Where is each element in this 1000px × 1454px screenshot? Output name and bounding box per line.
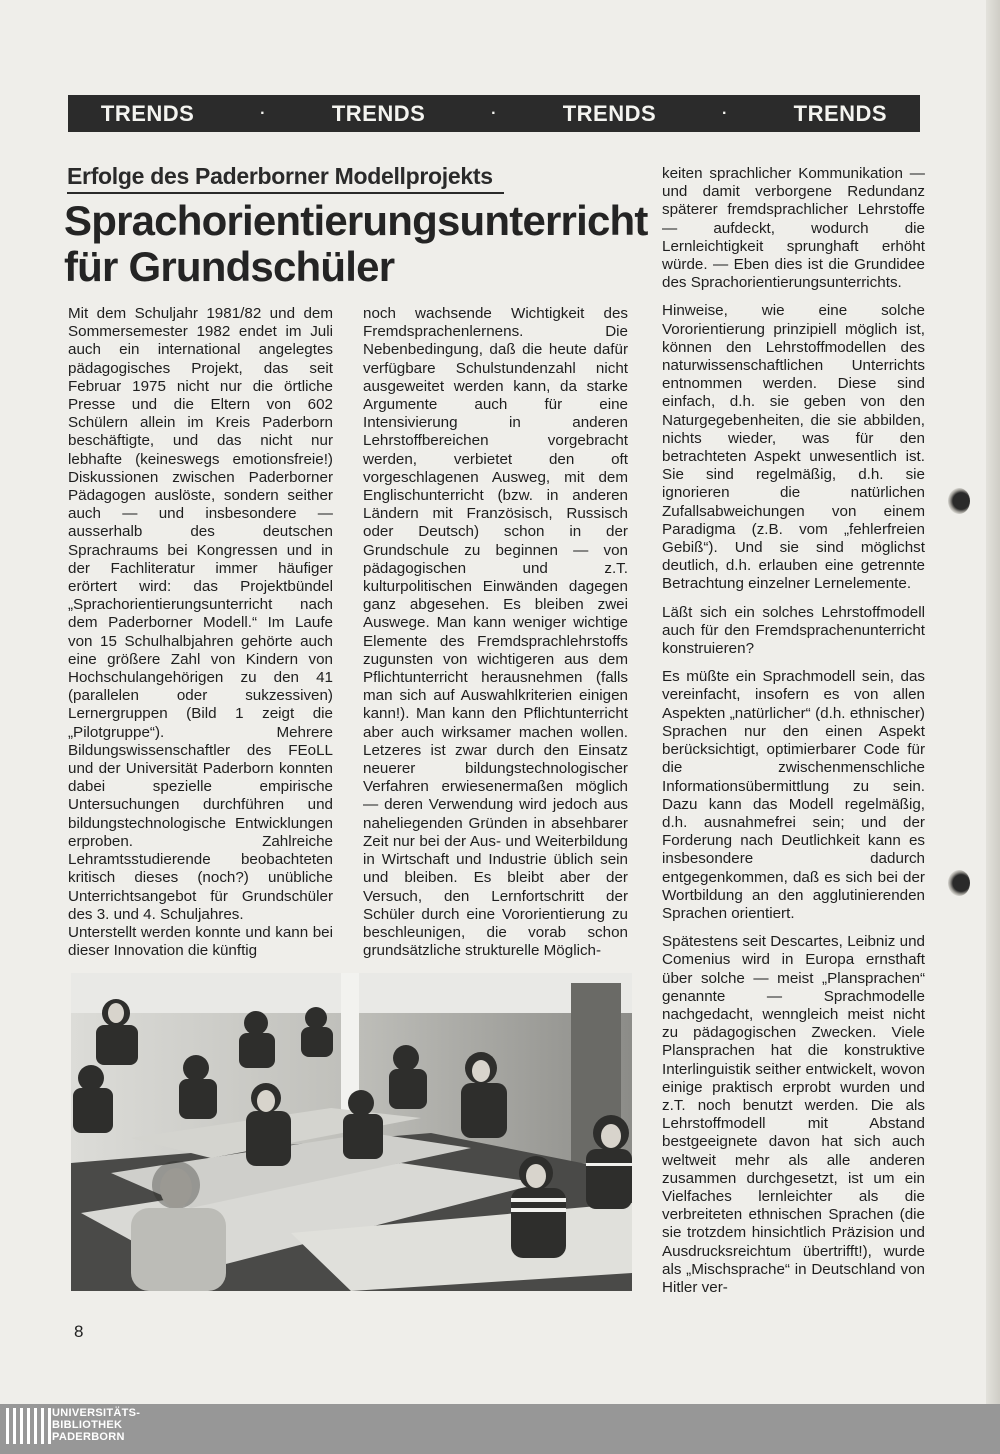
page-number: 8 xyxy=(74,1322,84,1341)
headline-line-1: Sprachorientierungsunterricht xyxy=(64,197,648,244)
banner-separator: · xyxy=(491,104,497,122)
punch-hole-bottom xyxy=(948,870,970,896)
paragraph: Mit dem Schuljahr 1981/82 und dem Sommersemester 1982 endet im Juli auch ein international angelegtes pädagogisches Projekt, das seit Februar 1975 nicht nur die örtliche Presse und die Eltern von 602 Schülern allein im Kreis Paderborn beschäftigte, und das nicht nur lebhafte (keineswegs emotionsfreie!) Diskussionen zwischen Paderborner Pädagogen auslöste, sondern seither auch — und insbesondere — ausserhalb des deutschen Sprachraums bei Kongressen und in der Fachliteratur immer häufiger erörtert wird: das Projektbündel „Sprachorientierungsunterricht nach dem Paderborner Modell.“ Im Laufe von 15 Schulhalbjahren gehörte auch eine größere Zahl von Kindern von Hochschulangehörigen zu den 41 (parallelen oder sukzessiven) Lernergruppen (Bild 1 zeigt die „Pilotgruppe“). Mehrere Bildungswissenschaftler des FEoLL und der Universität Paderborn konnten dabei spezielle empirische Untersuchungen durchführen und bildungstechnologische Entwicklungen erproben. Zahlreiche Lehramtsstudierende beobachteten kritisch dieses (noch?) unübliche Unterrichtsangebot für Grundschüler des 3. und 4. Schuljahres. xyxy=(68,305,333,923)
trends-banner xyxy=(68,95,920,132)
headline-line-2: für Grundschüler xyxy=(64,243,395,290)
text-column-1 xyxy=(68,305,333,960)
banner-item: TRENDS xyxy=(331,100,426,126)
banner-item: TRENDS xyxy=(793,100,888,126)
paragraph: Unterstellt werden konnte und kann bei dieser Innovation die künftig xyxy=(68,923,333,960)
library-name xyxy=(52,1407,140,1443)
paragraph: Läßt sich ein solches Lehrstoffmodell auch für den Fremdsprachenunterricht konstruieren? xyxy=(662,603,925,658)
banner-item: TRENDS xyxy=(562,100,657,126)
library-logo-icon xyxy=(6,1408,51,1444)
paragraph: Hinweise, wie eine solche Vororientierung prinzipiell möglich ist, können den Lehrstoffmodellen des naturwissenschaftlichen Unterrichts entnommen werden. Diese sind einfach, d.h. sie geben von den Naturgegebenheiten, die sie abbilden, nichts wieder, was für den betrachteten Aspekt unwesentlich ist. Sie sind regelmäßig, d.h. sie ignorieren die natürlichen Zufallsabweichungen von einem Paradigma (z.B. vom „fehlerfreien Gebiß“). Und sie sind möglichst deutlich, d.h. erlauben eine getrennte Betrachtung einzelner Lernelemente. xyxy=(662,302,925,593)
article-kicker: Erfolge des Paderborner Modellprojekts xyxy=(67,163,504,194)
text-column-2 xyxy=(363,305,628,960)
punch-hole-top xyxy=(948,488,970,514)
library-name-line: BIBLIOTHEK xyxy=(52,1419,123,1431)
classroom-photo xyxy=(71,973,632,1291)
banner-separator: · xyxy=(260,104,266,122)
banner-item: TRENDS xyxy=(100,100,195,126)
article-headline xyxy=(64,197,648,290)
library-footer xyxy=(0,1404,1000,1454)
banner-separator: · xyxy=(721,104,728,122)
text-column-3 xyxy=(662,165,925,1307)
page-edge xyxy=(986,0,1000,1404)
classroom-photo-image xyxy=(71,973,632,1291)
library-name-line: UNIVERSITÄTS- xyxy=(52,1407,141,1419)
paragraph: Es müßte ein Sprachmodell sein, das vereinfacht, insofern es von allen Aspekten „natürlicher“ (d.h. ethnischer) Sprachen nur den einen Aspekt berücksichtigt, optimierbarer Code für die zwischenmenschliche Informationsübermittlung zu sein. Dazu kann das Modell regelmäßig, d.h. ausnahmefrei sein; und der Forderung nach Deutlichkeit kann es insbesondere dadurch entgegenkommen, daß es sich bei der Wortbildung an den agglutinierenden Sprachen orientiert. xyxy=(662,668,925,922)
paragraph: keiten sprachlicher Kommunikation — und damit verborgene Redundanz späterer fremdsprachlicher Lehrstoffe — aufdeckt, wodurch die Lernleichtigkeit sprunghaft erhöht würde. — Eben dies ist die Grundidee des Sprachorientierungsunterrichts. xyxy=(662,165,925,292)
paragraph: Spätestens seit Descartes, Leibniz und Comenius wird in Europa ernsthaft über solche — meist „Plansprachen“ genannte — Sprachmodelle nachgedacht, wenngleich meist nicht zu pädagogischen Zwecken. Viele Plansprachen hat die konstruktive Interlinguistik seither entwickelt, wovon einige praktisch erprobt wurden und z.T. noch benutzt werden. Die als Lehrstoffmodell mit Abstand bestgeeignete davon hat sich auch weltweit mehr als alle anderen zusammen durchgesetzt, ist um ein Vielfaches lernleichter als die verbreiteten ethnischen Sprachen (die sie trotzdem hinsichtlich Präzision und Ausdrucksreichtum übertrifft!), wurde als „Mischsprache“ in Deutschland von Hitler ver- xyxy=(662,933,925,1296)
paragraph: noch wachsende Wichtigkeit des Fremdsprachenlernens. Die Nebenbedingung, daß die heute dafür verfügbare Schulstundenzahl nicht ausgeweitet werden kann, da starke Argumente auch für eine Intensivierung in anderen Lehrstoffbereichen vorgebracht werden, verbietet den oft vorgeschlagenen Ausweg, mit dem Englischunterricht (bzw. in anderen Ländern mit Französisch, Russisch oder Deutsch) schon in der Grundschule zu beginnen — von pädagogischen und z.T. kulturpolitischen Einwänden dagegen ganz abgesehen. Es bleiben zwei Auswege. Man kann weniger wichtige Elemente des Fremdsprachlehrstoffs zugunsten von wichtigeren aus dem Pflichtunterricht herausnehmen (falls man sich auf Auswahlkriterien einigen kann!). Man kann den Pflichtunterricht aber auch wirksamer machen wollen. Letzeres ist zwar durch den Einsatz neuerer bildungstechnologischer Verfahren erwiesenermaßen möglich — deren Verwendung wird jedoch aus naheliegenden Gründen in absehbarer Zeit nur bei der Aus- und Weiterbildung in Wirtschaft und Industrie üblich sein und bleiben. Es bleibt aber der Versuch, den Lernfortschritt der Schüler durch eine Vororientierung zu beschleunigen, die vorab schon grundsätzliche strukturelle Möglich- xyxy=(363,305,628,960)
library-name-line: PADERBORN xyxy=(52,1431,125,1443)
